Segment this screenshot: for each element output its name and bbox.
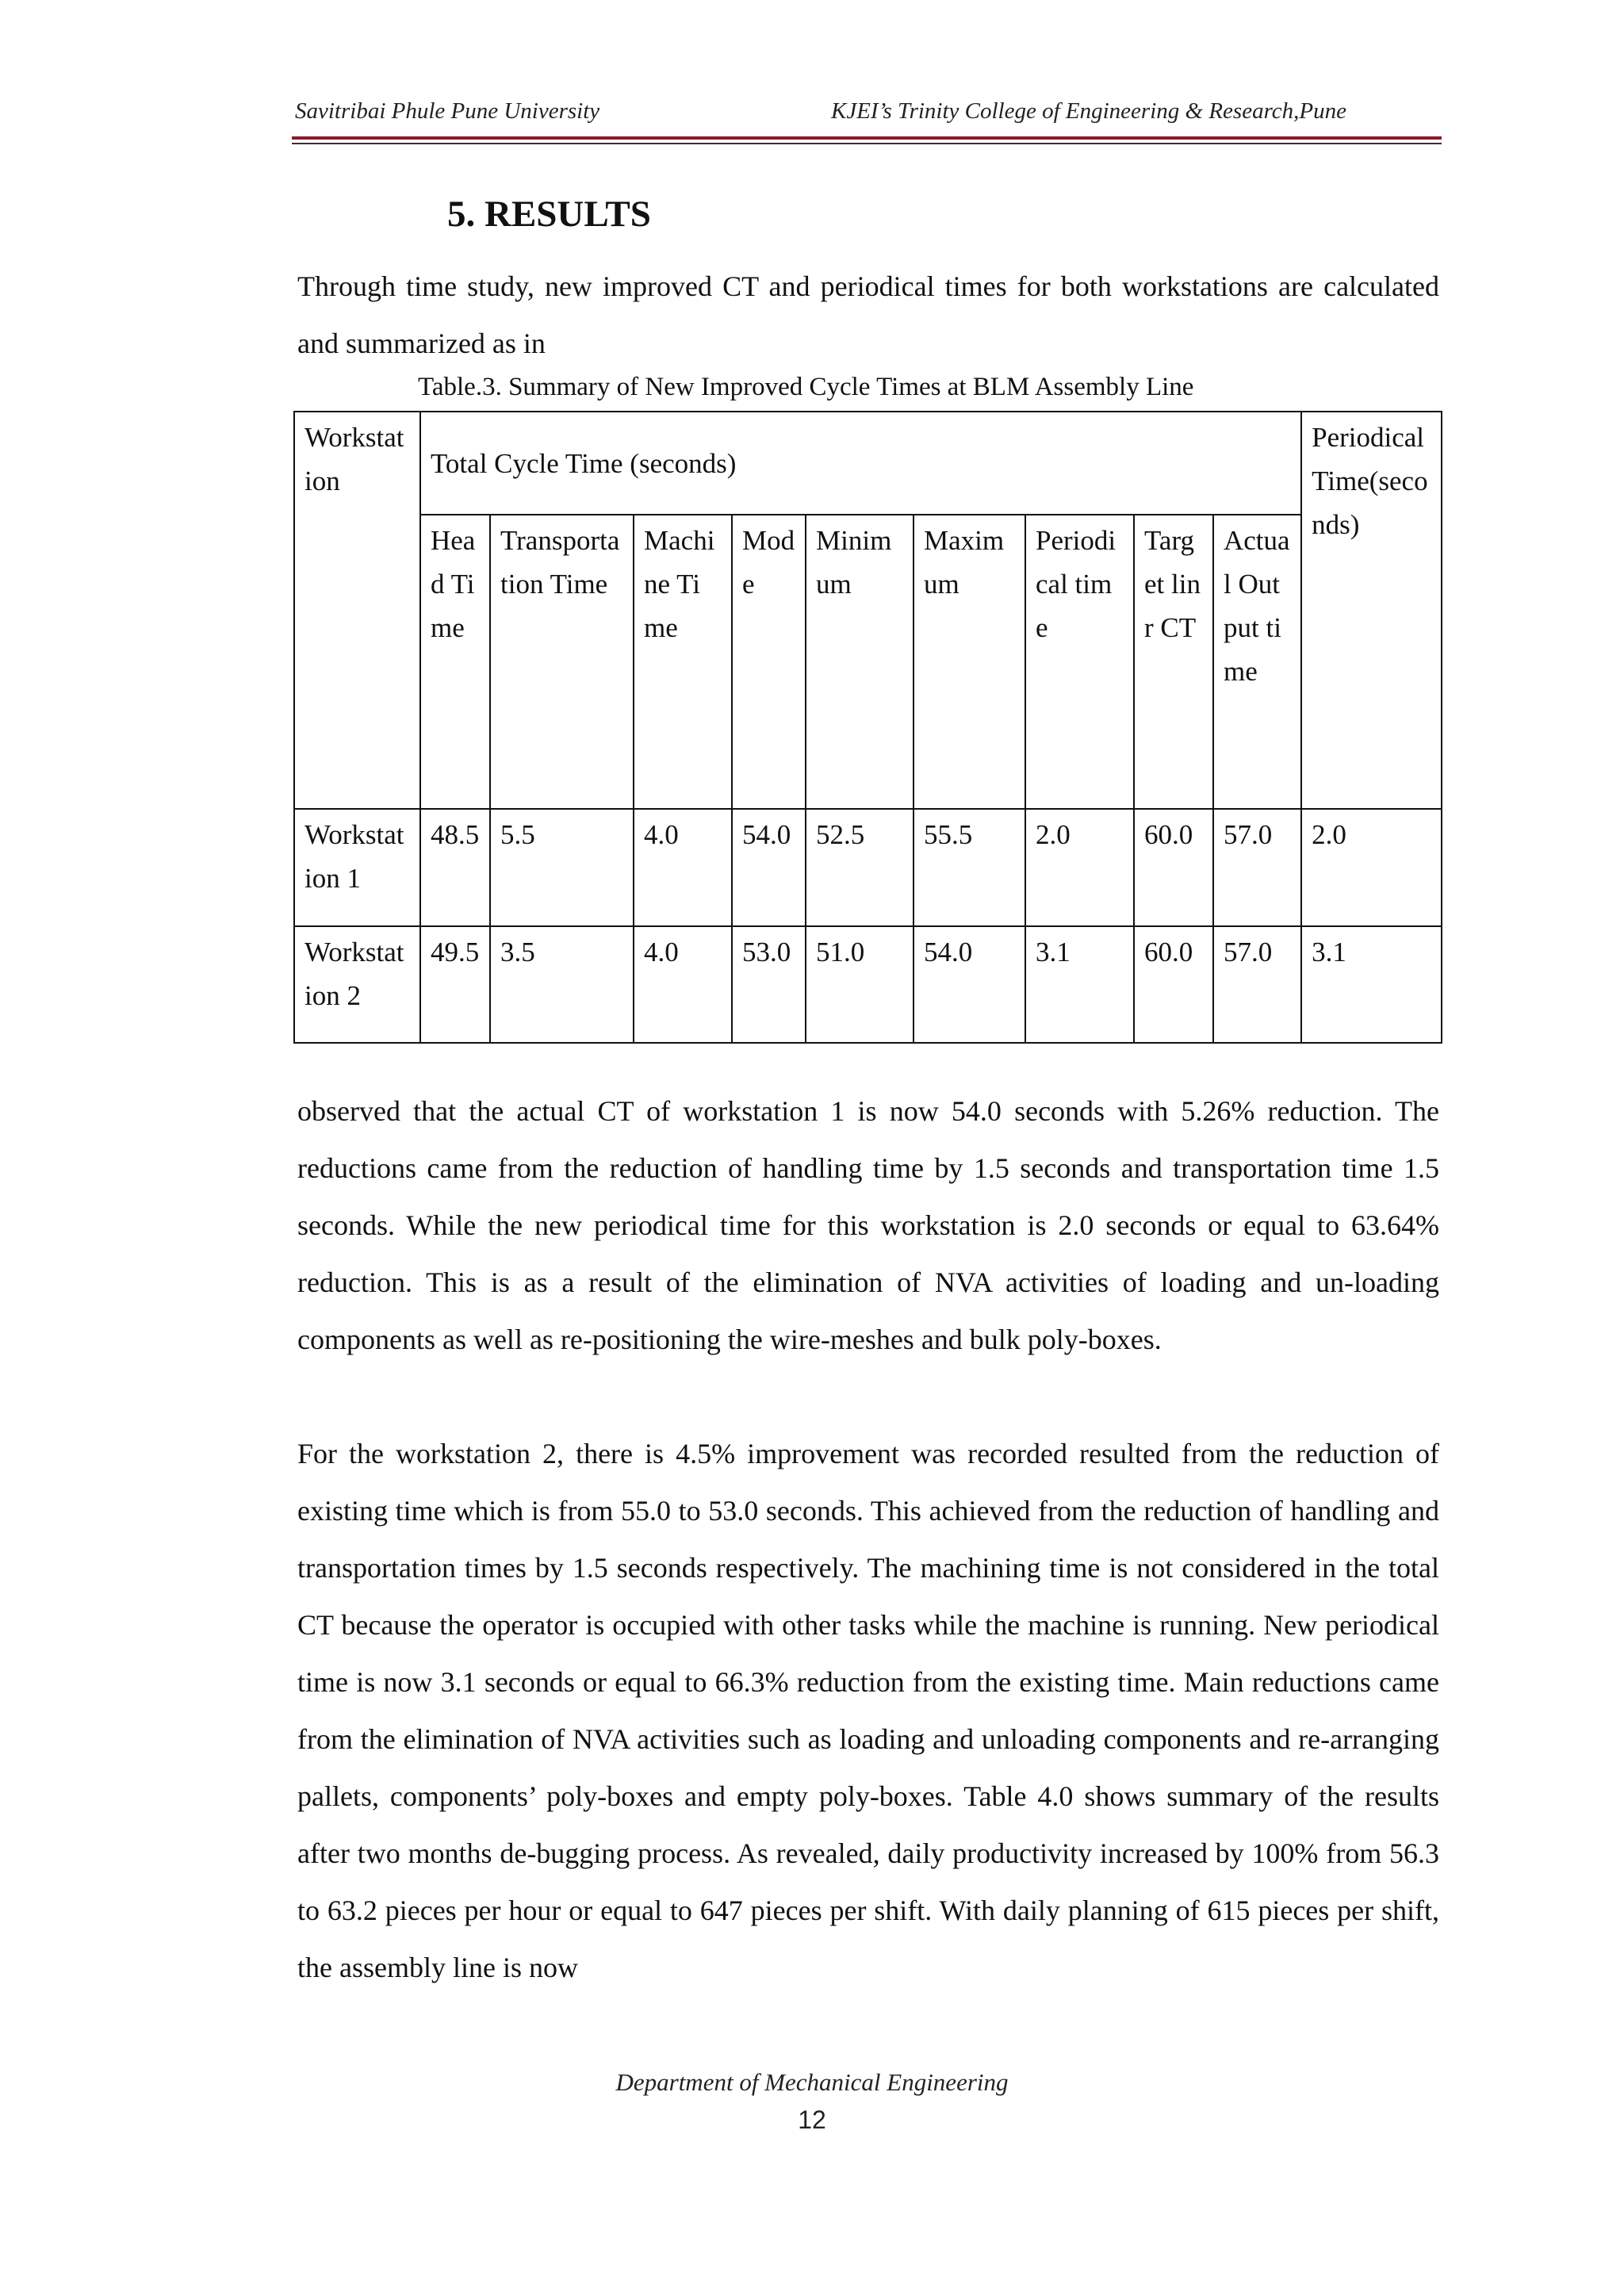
cell-machine-time: 4.0 bbox=[634, 809, 732, 925]
table-row bbox=[294, 809, 1442, 925]
cell-transportation-time: 3.5 bbox=[490, 926, 634, 1043]
cell-periodical-time: 3.1 bbox=[1025, 926, 1134, 1043]
subheader-maximum: Maximum bbox=[914, 515, 1025, 809]
header-university: Savitribai Phule Pune University bbox=[295, 98, 600, 124]
page-number: 12 bbox=[798, 2105, 826, 2134]
cell-transportation-time: 5.5 bbox=[490, 809, 634, 925]
intro-paragraph: Through time study, new improved CT and periodical times for both workstations are calculated and summarized as in bbox=[297, 270, 1439, 359]
header-workstation: Workstation bbox=[294, 412, 420, 809]
cell-actual-output-time: 57.0 bbox=[1213, 926, 1301, 1043]
cell-head-time: 48.5 bbox=[420, 809, 490, 925]
cell-periodical-time-seconds: 2.0 bbox=[1301, 809, 1442, 925]
results-paragraph-2: For the workstation 2, there is 4.5% improvement was recorded resulted from the reduction of existing time which is from 55.0 to 53.0 seconds. This achieved from the reduction of handling and transportation times by 1.5 seconds respectively. The machining time is not considered in the total CT because the operator is occupied with other tasks while the machine is running. New periodical time is now 3.1 seconds or equal to 66.3% reduction from the existing time. Main reductions came from the elimination of NVA activities such as loading and unloading components and re-arranging pallets, components’ poly-boxes and empty poly-boxes. Table 4.0 shows summary of the results after two months de-bugging process. As revealed, daily productivity increased by 100% from 56.3 to 63.2 pieces per hour or equal to 647 pieces per shift. With daily planning of 615 pieces per shift, the assembly line is now bbox=[297, 1438, 1439, 1983]
cell-mode: 54.0 bbox=[732, 809, 806, 925]
subheader-actual-output-time: Actual Output time bbox=[1213, 515, 1301, 809]
header-total-cycle-time: Total Cycle Time (seconds) bbox=[420, 412, 1301, 515]
cell-periodical-time: 2.0 bbox=[1025, 809, 1134, 925]
subheader-periodical-time: Periodical time bbox=[1025, 515, 1134, 809]
cell-actual-output-time: 57.0 bbox=[1213, 809, 1301, 925]
row-label: Workstation 2 bbox=[294, 926, 420, 1043]
table-row bbox=[294, 926, 1442, 1043]
header-periodical-time: Periodical Time(seconds) bbox=[1301, 412, 1442, 809]
footer-department: Department of Mechanical Engineering bbox=[615, 2068, 1009, 2096]
cell-target-line-ct: 60.0 bbox=[1134, 809, 1213, 925]
subheader-target-line-ct: Target linr CT bbox=[1134, 515, 1213, 809]
cell-minimum: 52.5 bbox=[806, 809, 914, 925]
cell-machine-time: 4.0 bbox=[634, 926, 732, 1043]
header-rule-dark bbox=[292, 143, 1442, 144]
subheader-machine-time: Machine Time bbox=[634, 515, 732, 809]
subheader-transportation-time: Transportation Time bbox=[490, 515, 634, 809]
subheader-mode: Mode bbox=[732, 515, 806, 809]
cell-maximum: 54.0 bbox=[914, 926, 1025, 1043]
section-heading: 5. RESULTS bbox=[447, 193, 651, 235]
cell-minimum: 51.0 bbox=[806, 926, 914, 1043]
subheader-minimum: Minimum bbox=[806, 515, 914, 809]
cell-mode: 53.0 bbox=[732, 926, 806, 1043]
cell-target-line-ct: 60.0 bbox=[1134, 926, 1213, 1043]
cell-periodical-time-seconds: 3.1 bbox=[1301, 926, 1442, 1043]
cell-maximum: 55.5 bbox=[914, 809, 1025, 925]
subheader-head-time: Head Time bbox=[420, 515, 490, 809]
row-label: Workstation 1 bbox=[294, 809, 420, 925]
results-paragraph-1: observed that the actual CT of workstation 1 is now 54.0 seconds with 5.26% reduction. The reductions came from the reduction of handling time by 1.5 seconds and transportation time 1.5 seconds. While the new periodical time for this workstation is 2.0 seconds or equal to 63.64% reduction. This is as a result of the elimination of NVA activities of loading and un-loading components as well as re-positioning the wire-meshes and bulk poly-boxes. bbox=[297, 1095, 1439, 1355]
cycle-time-table bbox=[293, 411, 1442, 1044]
table-caption: Table.3. Summary of New Improved Cycle Times at BLM Assembly Line bbox=[418, 373, 1194, 401]
header-rule-red bbox=[292, 136, 1442, 140]
header-college: KJEI’s Trinity College of Engineering & Research,Pune bbox=[831, 98, 1346, 124]
cell-head-time: 49.5 bbox=[420, 926, 490, 1043]
